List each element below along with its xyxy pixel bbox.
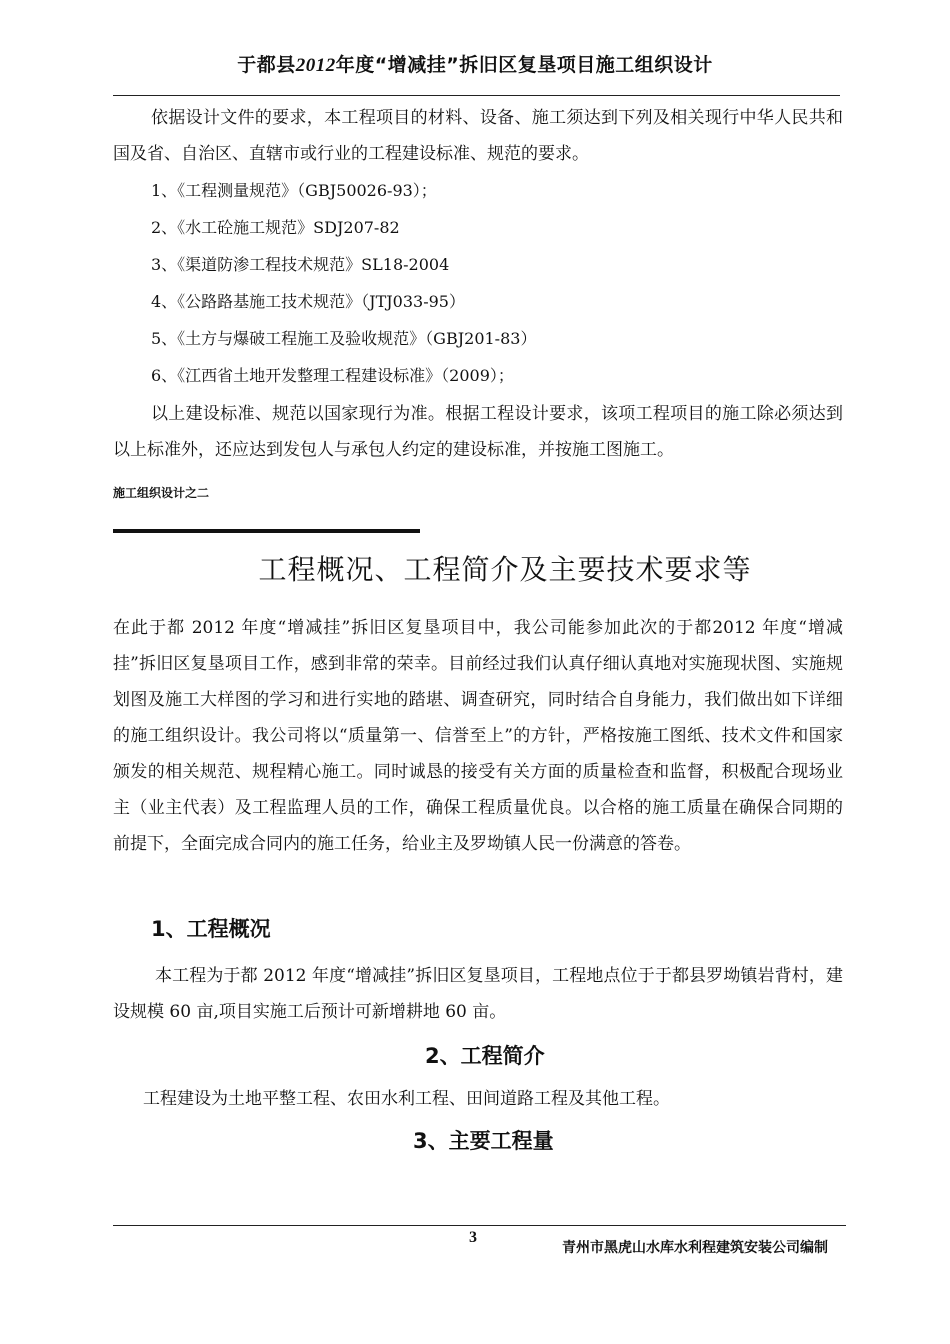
footer-organization: 青州市黑虎山水库水利程建筑安装公司编制 [562, 1240, 828, 1256]
section-overview-body: 本工程为于都 2012 年度“增减挂”拆旧区复垦项目，工程地点位于于都县罗坳镇岩背村，建设规模 60 亩,项目实施工后预计可新增耕地 60 亩。 [113, 966, 843, 1022]
part-heading: 工程概况、工程简介及主要技术要求等 [258, 553, 752, 586]
section-heading-overview: 1、工程概况 [151, 917, 271, 941]
section-heading-introduction: 2、工程简介 [425, 1044, 545, 1068]
section-introduction-body: 工程建设为土地平整工程、农田水利工程、田间道路工程及其他工程。 [143, 1089, 670, 1109]
standard-item: 3、《渠道防渗工程技术规范》SL18-2004 [151, 255, 450, 274]
header-divider [113, 95, 840, 96]
section-heading-quantities: 3、主要工程量 [413, 1129, 554, 1153]
part-divider [113, 529, 420, 533]
intro-paragraph: 依据设计文件的要求，本工程项目的材料、设备、施工须达到下列及相关现行中华人民共和国及省、自治区、直辖市或行业的工程建设标准、规范的要求。 [113, 108, 843, 164]
header-title-year: 2012 [295, 55, 336, 76]
part-subtitle: 施工组织设计之二 [113, 486, 210, 500]
standard-item: 6、《江西省土地开发整理工程建设标准》（2009）； [151, 366, 514, 385]
page-number: 3 [469, 1229, 477, 1246]
overview-paragraph: 在此于都 2012 年度“增减挂”拆旧区复垦项目中，我公司能参加此次的于都2012 年度“增减挂”拆旧区复垦项目工作，感到非常的荣幸。目前经过我们认真仔细认真地对实施现状图、实施规划图及施工大样图的学习和进行实地的踏堪、调查研究，同时结合自身能力，我们做出如下详细的施工组织设计。我公司将以“质量第一、信誉至上”的方针，严格按施工图纸、技术文件和国家颁发的相关规范、规程精心施工。同时诚恳的接受有关方面的质量检查和监督，积极配合现场业主（业主代表）及工程监理人员的工作，确保工程质量优良。以合格的施工质量在确保合同期的前提下，全面完成合同内的施工任务，给业主及罗坳镇人民一份满意的答卷。 [113, 618, 843, 854]
standard-item: 1、《工程测量规范》（GBJ50026-93）； [151, 181, 437, 200]
header-title [0, 50, 950, 77]
standard-item: 5、《土方与爆破工程施工及验收规范》（GBJ201-83） [151, 329, 537, 348]
standard-item: 4、《公路路基施工技术规范》（JTJ033-95） [151, 292, 465, 311]
standards-closing-paragraph: 以上建设标准、规范以国家现行为准。根据工程设计要求，该项工程项目的施工除必须达到以上标准外，还应达到发包人与承包人约定的建设标准，并按施工图施工。 [113, 404, 843, 460]
footer-divider [113, 1225, 846, 1226]
header-title-suffix: 年度“增减挂”拆旧区复垦项目施工组织设计 [335, 54, 713, 76]
header-title-prefix: 于都县 [237, 54, 296, 76]
standard-item: 2、《水工砼施工规范》SDJ207-82 [151, 218, 400, 237]
